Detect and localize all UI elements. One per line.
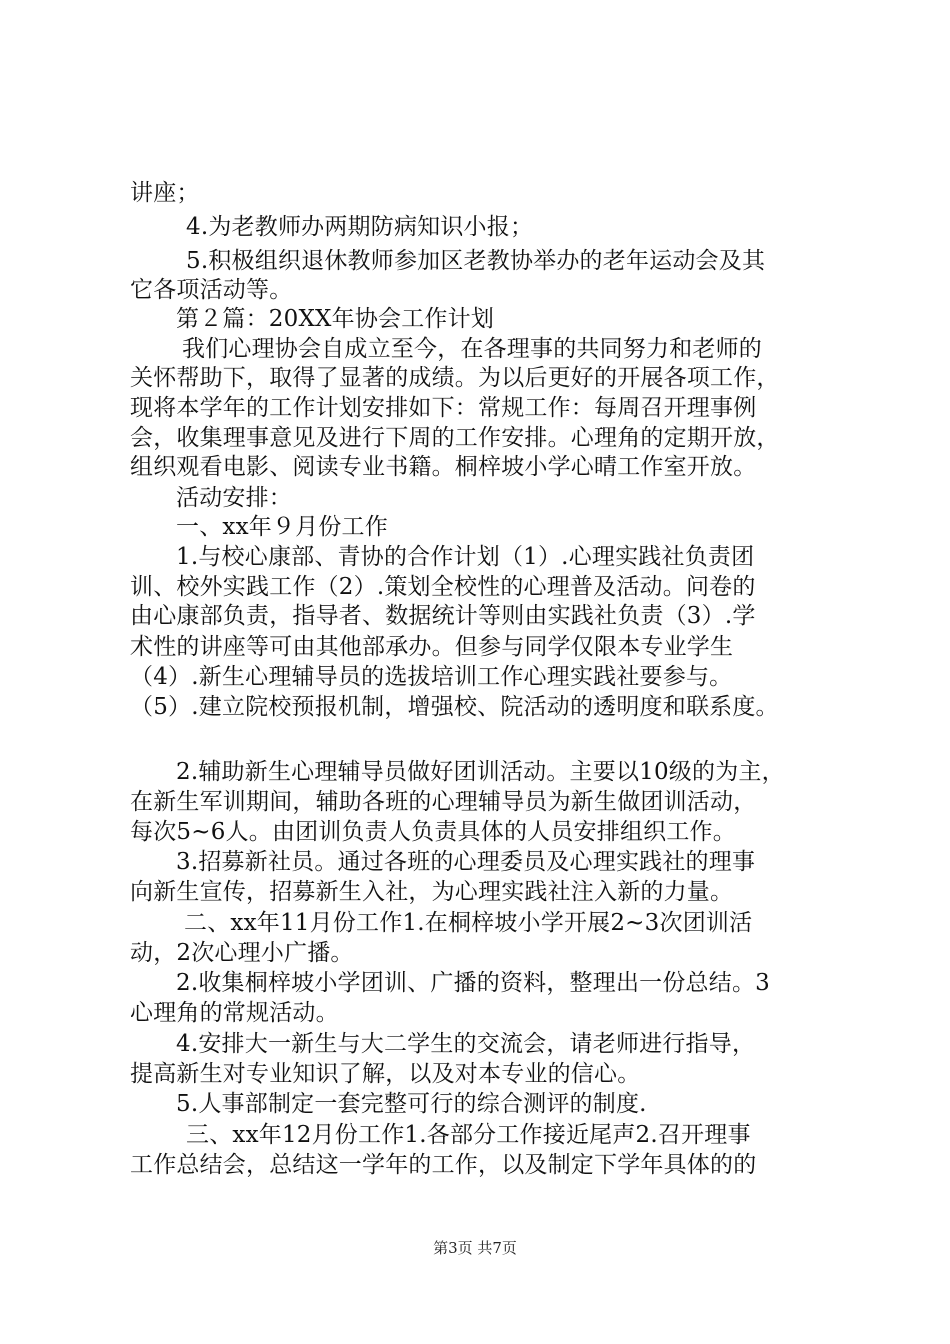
section-heading: 第２篇：20XX年协会工作计划	[176, 306, 495, 332]
text-line: 二、xx年11月份工作1.在桐梓坡小学开展2~3次团训活	[184, 910, 753, 936]
text-line: 每次5~6人。由团训负责人负责具体的人员安排组织工作。	[130, 819, 736, 845]
text-line: 活动安排：	[176, 485, 292, 511]
page-number: 第3页 共7页	[433, 1239, 517, 1257]
text-line: 三、xx年12月份工作1.各部分工作接近尾声2.召开理事	[186, 1122, 751, 1148]
text-line: 关怀帮助下，取得了显著的成绩。为以后更好的开展各项工作，	[130, 365, 780, 391]
text-line: 术性的讲座等可由其他部承办。但参与同学仅限本专业学生	[130, 634, 734, 660]
text-line: 讲座；	[130, 180, 200, 206]
text-line: 心理角的常规活动。	[130, 1000, 339, 1026]
text-line: 训、校外实践工作（2）.策划全校性的心理普及活动。问卷的	[130, 574, 756, 600]
text-line: （4）.新生心理辅导员的选拔培训工作心理实践社要参与。	[130, 664, 733, 690]
text-line: 3.招募新社员。通过各班的心理委员及心理实践社的理事	[176, 849, 756, 875]
text-line: 向新生宣传，招募新生入社，为心理实践社注入新的力量。	[130, 879, 734, 905]
text-line: 我们心理协会自成立至今，在各理事的共同努力和老师的	[182, 336, 762, 362]
text-line: 现将本学年的工作计划安排如下：常规工作：每周召开理事例	[130, 395, 757, 421]
text-line: 2.辅助新生心理辅导员做好团训活动。主要以10级的为主，	[176, 759, 785, 785]
text-line: 5.积极组织退休教师参加区老教协举办的老年运动会及其	[186, 248, 766, 274]
text-line: 它各项活动等。	[130, 277, 293, 303]
text-line: 4.为老教师办两期防病知识小报；	[186, 214, 534, 240]
text-line: 会，收集理事意见及进行下周的工作安排。心理角的定期开放，	[130, 425, 780, 451]
text-line: 工作总结会，总结这一学年的工作，以及制定下学年具体的的	[130, 1152, 757, 1178]
text-line: 动，2次心理小广播。	[130, 940, 354, 966]
text-line: 5.人事部制定一套完整可行的综合测评的制度.	[176, 1091, 647, 1117]
text-line: 1.与校心康部、青协的合作计划（1）.心理实践社负责团	[176, 544, 755, 570]
text-line: 由心康部负责，指导者、数据统计等则由实践社负责（3）.学	[130, 603, 756, 629]
text-line: 2.收集桐梓坡小学团训、广播的资料，整理出一份总结。3	[176, 970, 770, 996]
text-line: 一、xx年９月份工作	[176, 514, 388, 540]
text-line: 4.安排大一新生与大二学生的交流会，请老师进行指导，	[176, 1031, 756, 1057]
text-line: 在新生军训期间，辅助各班的心理辅导员为新生做团训活动，	[130, 789, 757, 815]
text-line: 提高新生对专业知识了解，以及对本专业的信心。	[130, 1061, 641, 1087]
text-line: （5）.建立院校预报机制，增强校、院活动的透明度和联系度。	[130, 694, 779, 720]
text-line: 组织观看电影、阅读专业书籍。桐梓坡小学心晴工作室开放。	[130, 454, 757, 480]
